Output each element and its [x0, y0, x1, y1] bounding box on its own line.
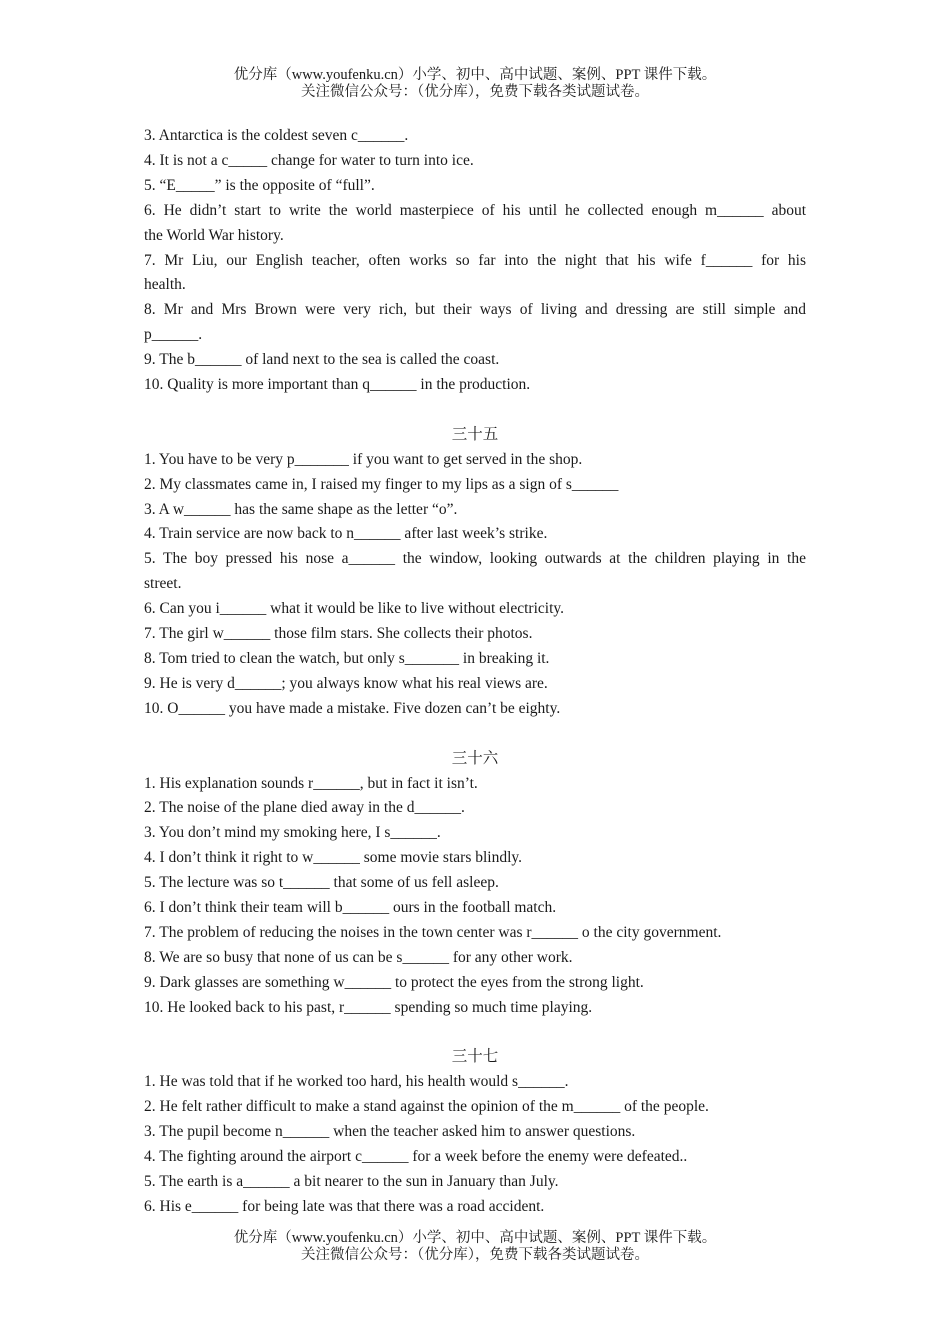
- question-line: 7. The problem of reducing the noises in the town center was r______ o the city government.: [144, 923, 722, 941]
- question-line: health.: [144, 276, 186, 294]
- question-line: 1. His explanation sounds r______, but in fact it isn’t.: [144, 774, 478, 792]
- question-line: 4. It is not a c_____ change for water to turn into ice.: [144, 151, 474, 169]
- question-line: 1. He was told that if he worked too hard, his health would s______.: [144, 1073, 569, 1091]
- question-line: 5. The earth is a______ a bit nearer to the sun in January than July.: [144, 1173, 559, 1191]
- question-line: 7. Mr Liu, our English teacher, often works so far into the night that his wife f______ for his: [144, 251, 806, 269]
- question-line: 8. We are so busy that none of us can be s______ for any other work.: [144, 948, 573, 966]
- question-line: 2. The noise of the plane died away in the d______.: [144, 799, 465, 817]
- header-line-2: 关注微信公众号：（优分库），免费下载各类试题试卷。: [301, 84, 649, 100]
- question-line: 9. Dark glasses are something w______ to protect the eyes from the strong light.: [144, 973, 644, 991]
- question-line: 10. He looked back to his past, r______ spending so much time playing.: [144, 998, 593, 1016]
- footer-line-1: 优分库（www.youfenku.cn）小学、初中、高中试题、案例、PPT 课件下载。: [233, 1230, 717, 1246]
- question-line: 3. You don’t mind my smoking here, I s______.: [144, 824, 441, 842]
- question-line: 1. You have to be very p_______ if you want to get served in the shop.: [144, 450, 583, 468]
- question-line: street.: [144, 575, 182, 593]
- question-line: 6. I don’t think their team will b______ ours in the football match.: [144, 899, 557, 917]
- question-line: 6. His e______ for being late was that there was a road accident.: [144, 1197, 545, 1215]
- question-line: 3. Antarctica is the coldest seven c______.: [144, 127, 409, 144]
- question-line: 3. A w______ has the same shape as the letter “o”.: [144, 500, 458, 518]
- question-line: 2. He felt rather difficult to make a stand against the opinion of the m______ of the people.: [144, 1098, 709, 1116]
- question-line: 9. The b______ of land next to the sea is called the coast.: [144, 351, 500, 369]
- page-footer: [0, 1230, 950, 1264]
- question-line: 3. The pupil become n______ when the teacher asked him to answer questions.: [144, 1123, 636, 1141]
- question-line: 10. Quality is more important than q______ in the production.: [144, 376, 531, 394]
- question-line: 4. Train service are now back to n______ after last week’s strike.: [144, 525, 548, 543]
- question-line: 8. Mr and Mrs Brown were very rich, but their ways of living and dressing are still simple and: [144, 301, 806, 319]
- question-line: 8. Tom tried to clean the watch, but only s_______ in breaking it.: [144, 650, 550, 668]
- question-line: p______.: [144, 326, 203, 344]
- header-line-1: 优分库（www.youfenku.cn）小学、初中、高中试题、案例、PPT 课件下载。: [233, 67, 717, 83]
- section-title: 三十六: [451, 749, 499, 767]
- exercise-section: [144, 1045, 806, 1219]
- question-line: 2. My classmates came in, I raised my finger to my lips as a sign of s______: [144, 475, 619, 493]
- question-line: 5. The boy pressed his nose a______ the window, looking outwards at the children playing in the: [144, 550, 806, 568]
- footer-line-2: 关注微信公众号：（优分库），免费下载各类试题试卷。: [301, 1247, 649, 1263]
- question-line: the World War history.: [144, 226, 284, 244]
- section-title: 三十七: [451, 1048, 499, 1066]
- exercise-section: [144, 124, 806, 398]
- document-body: [144, 124, 806, 1220]
- question-line: 7. The girl w______ those film stars. She collects their photos.: [144, 625, 533, 643]
- exercise-section: [144, 423, 806, 722]
- question-line: 4. I don’t think it right to w______ some movie stars blindly.: [144, 849, 523, 867]
- question-line: 4. The fighting around the airport c______ for a week before the enemy were defeated..: [144, 1148, 688, 1166]
- question-line: 6. He didn’t start to write the world masterpiece of his until he collected enough m______ about: [144, 201, 806, 219]
- question-line: 10. O______ you have made a mistake. Five dozen can’t be eighty.: [144, 699, 561, 717]
- question-line: 6. Can you i______ what it would be like to live without electricity.: [144, 600, 565, 618]
- question-line: 5. “E_____” is the opposite of “full”.: [144, 176, 375, 194]
- page-header: [0, 67, 950, 101]
- section-title: 三十五: [451, 425, 499, 443]
- exercise-section: [144, 747, 806, 1021]
- question-line: 9. He is very d______; you always know what his real views are.: [144, 674, 548, 692]
- question-line: 5. The lecture was so t______ that some of us fell asleep.: [144, 874, 499, 892]
